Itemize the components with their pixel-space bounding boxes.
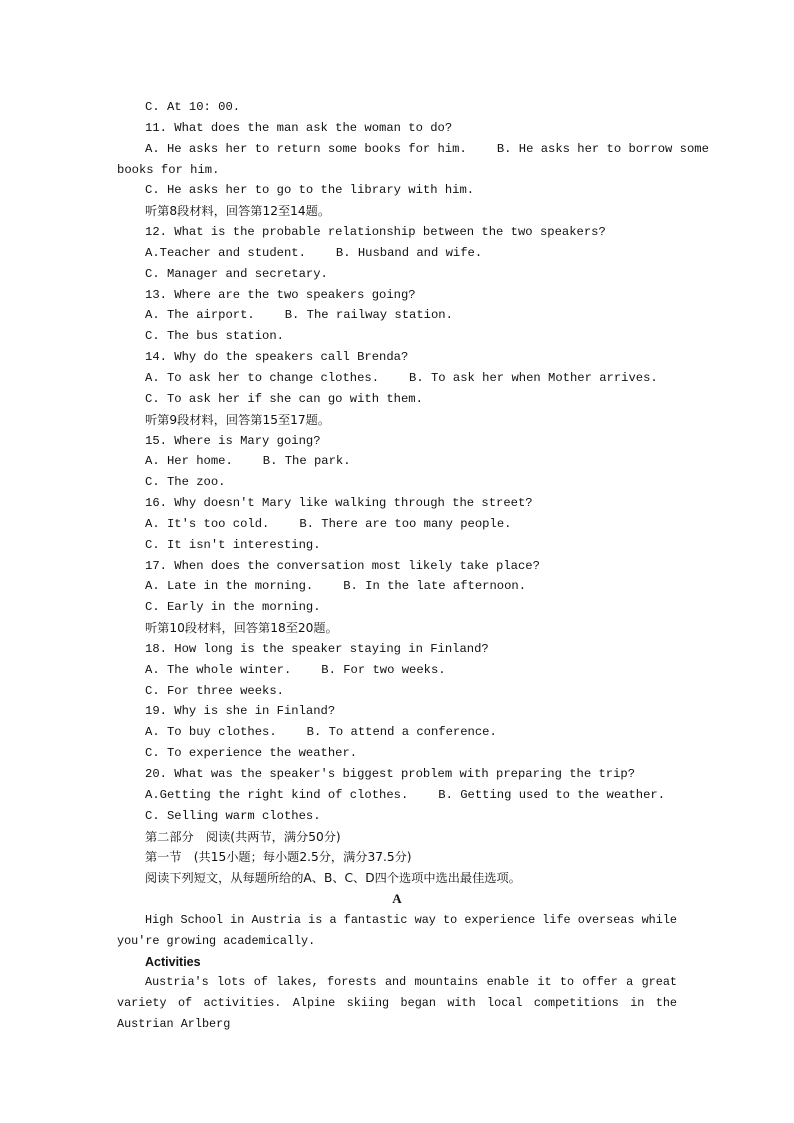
question-16: 16. Why doesn't Mary like walking through the street? [145,496,533,511]
option-c: C. It isn't interesting. [145,537,321,552]
option-c: C. The bus station. [145,329,284,344]
option-line [117,660,677,681]
question-13: 13. Where are the two speakers going? [145,287,416,302]
passage-heading: Activities [145,954,201,969]
option-a: A. He asks her to return some books for him. [145,141,467,156]
passage-label: A [392,891,402,907]
section-instruction: 听第9段材料，回答第15至17题。 [145,412,331,427]
option-b: B. The railway station. [284,308,453,323]
option-c: C. The zoo. [145,475,226,490]
question-18: 18. How long is the speaker staying in Finland? [145,641,489,656]
reading-instruction: 阅读下列短文，从每题所给的A、B、C、D四个选项中选出最佳选项。 [145,871,521,886]
option-line [117,451,677,472]
option-line [117,576,677,597]
question-11: 11. What does the man ask the woman to do? [145,120,453,135]
section-instruction: 听第8段材料，回答第12至14题。 [145,204,331,219]
part-heading: 第二部分 阅读(共两节，满分50分) [145,829,341,844]
option-a: A. Her home. [145,454,233,469]
section-heading: 第一节 (共15小题；每小题2.5分，满分37.5分) [145,850,412,865]
question-12: 12. What is the probable relationship between the two speakers? [145,225,606,240]
option-a: A. The whole winter. [145,662,292,677]
option-b: B. For two weeks. [321,662,446,677]
option-c: C. To experience the weather. [145,746,358,761]
passage-paragraph: High School in Austria is a fantastic way to experience life overseas while you're growing academically. [117,912,677,948]
option-b: B. In the late afternoon. [343,579,527,594]
option-a: A. To buy clothes. [145,725,277,740]
option-a: A. The airport. [145,308,255,323]
option-line [117,514,677,535]
option-c: C. Selling warm clothes. [145,808,321,823]
option-line [117,243,677,264]
option-line: C. At 10: 00. [145,100,241,114]
option-b: B. To attend a conference. [306,725,497,740]
option-b: B. To ask her when Mother arrives. [409,370,658,385]
page-content [117,97,709,1035]
option-b: B. He asks her to borrow some [496,141,709,156]
option-b: B. The park. [262,454,351,469]
option-a: A. It's too cold. [145,516,270,531]
option-continuation: books for him. [117,162,220,177]
option-b: B. There are too many people. [299,516,512,531]
question-15: 15. Where is Mary going? [145,433,321,448]
option-a: A. Late in the morning. [145,579,314,594]
option-b: B. Getting used to the weather. [438,787,666,802]
option-c: C. To ask her if she can go with them. [145,391,423,406]
option-a: A.Teacher and student. [145,245,306,260]
question-20: 20. What was the speaker's biggest problem with preparing the trip? [145,767,636,781]
option-line [117,785,677,806]
passage-paragraph: Austria's lots of lakes, forests and mountains enable it to offer a great variety of activities. Alpine skiing began with local competitions in the Austrian Arlberg [117,975,677,1032]
option-c: C. Early in the morning. [145,600,321,615]
option-line [117,722,677,743]
question-14: 14. Why do the speakers call Brenda? [145,350,409,365]
question-19: 19. Why is she in Finland? [145,704,336,719]
option-a: A.Getting the right kind of clothes. [145,787,409,802]
option-line [117,368,677,389]
option-a: A. To ask her to change clothes. [145,370,380,385]
option-c: C. For three weeks. [145,683,284,698]
option-c: C. Manager and secretary. [145,266,328,281]
option-b: B. Husband and wife. [335,245,483,260]
option-line [117,305,677,326]
section-instruction: 听第10段材料，回答第18至20题。 [145,621,338,636]
option-line [117,139,709,160]
option-c: C. He asks her to go to the library with him. [145,183,475,198]
question-17: 17. When does the conversation most likely take place? [145,558,540,573]
